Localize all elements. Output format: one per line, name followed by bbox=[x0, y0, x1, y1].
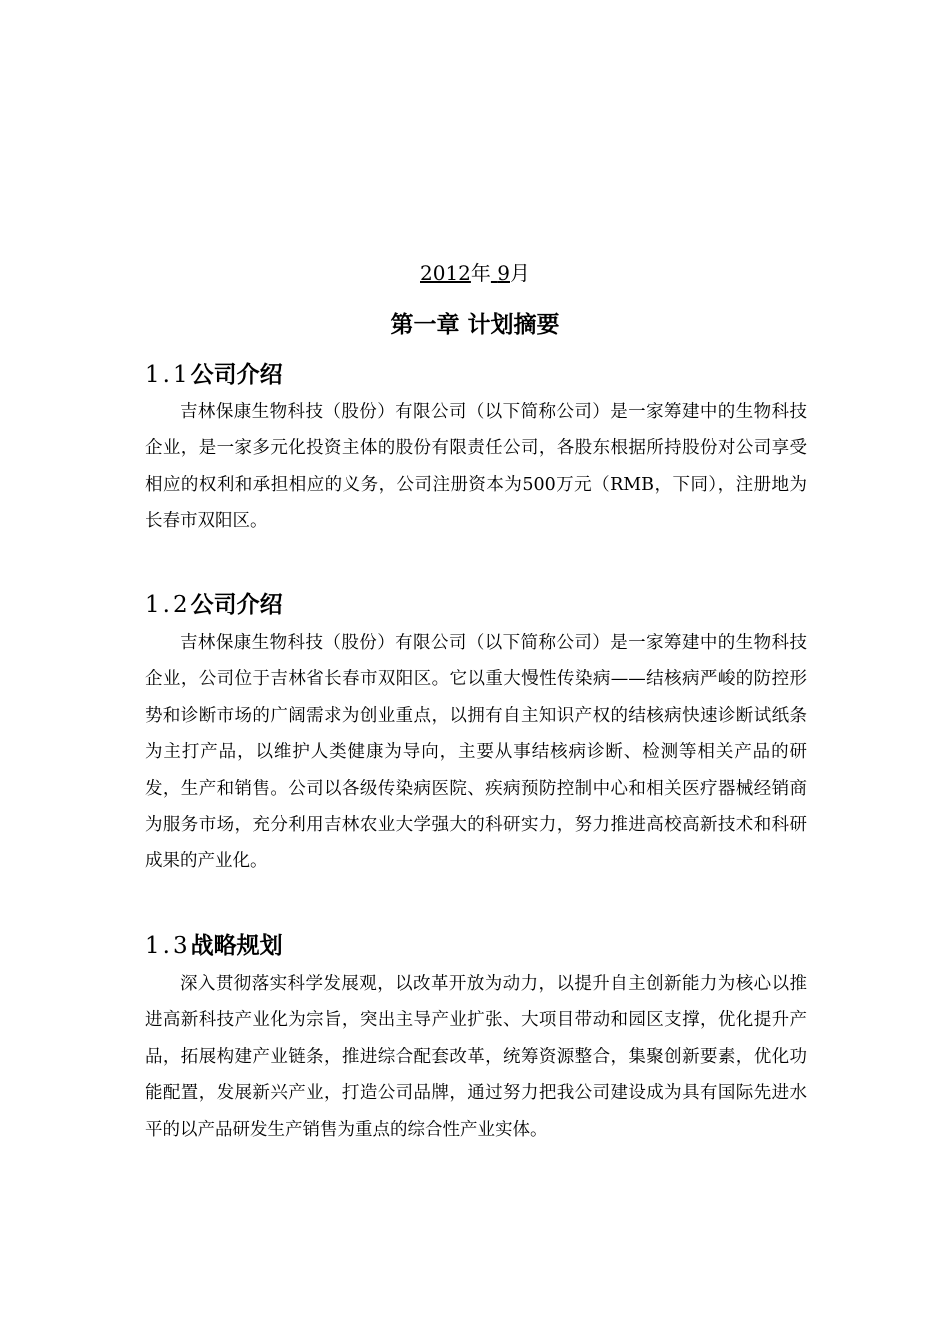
section-body-1-1: 吉林保康生物科技（股份）有限公司（以下简称公司）是一家筹建中的生物科技企业，是一家多元化投资主体的股份有限责任公司，各股东根据所持股份对公司享受相应的权利和承担相应的义务，公司注册资本为500万元（RMB，下同），注册地为长春市双阳区。 bbox=[145, 402, 807, 532]
section-number: 1.1 bbox=[145, 362, 191, 388]
section-body-1-2: 吉林保康生物科技（股份）有限公司（以下简称公司）是一家筹建中的生物科技企业，公司位于吉林省长春市双阳区。它以重大慢性传染病——结核病严峻的防控形势和诊断市场的广阔需求为创业重点，以拥有自主知识产权的结核病快速诊断试纸条为主打产品，以维护人类健康为导向，主要从事结核病诊断、检测等相关产品的研发，生产和销售。公司以各级传染病医院、疾病预防控制中心和相关医疗器械经销商为服务市场，充分利用吉林农业大学强大的科研实力，努力推进高校高新技术和科研成果的产业化。 bbox=[145, 633, 807, 872]
section-number: 1.2 bbox=[145, 592, 191, 618]
document-date bbox=[0, 258, 950, 288]
section-title: 公司介绍 bbox=[190, 592, 283, 618]
date-year: 2012 bbox=[420, 261, 471, 285]
section-heading-1-1 bbox=[145, 358, 283, 392]
chapter-title: 第一章 计划摘要 bbox=[390, 312, 560, 338]
section-body-1-3: 深入贯彻落实科学发展观，以改革开放为动力，以提升自主创新能力为核心以推进高新科技产业化为宗旨，突出主导产业扩张、大项目带动和园区支撑，优化提升产品，拓展构建产业链条，推进综合配套改革，统筹资源整合，集聚创新要素，优化功能配置，发展新兴产业，打造公司品牌，通过努力把我公司建设成为具有国际先进水平的以产品研发生产销售为重点的综合性产业实体。 bbox=[145, 974, 807, 1140]
section-number: 1.3 bbox=[145, 933, 191, 959]
date-month: 9 bbox=[497, 261, 510, 285]
section-title: 公司介绍 bbox=[190, 362, 283, 388]
section-heading-1-2 bbox=[145, 588, 283, 622]
section-title: 战略规划 bbox=[190, 933, 283, 959]
section-heading-1-3 bbox=[145, 929, 283, 963]
date-year-suffix: 年 bbox=[470, 261, 491, 285]
date-month-suffix: 月 bbox=[510, 261, 530, 285]
